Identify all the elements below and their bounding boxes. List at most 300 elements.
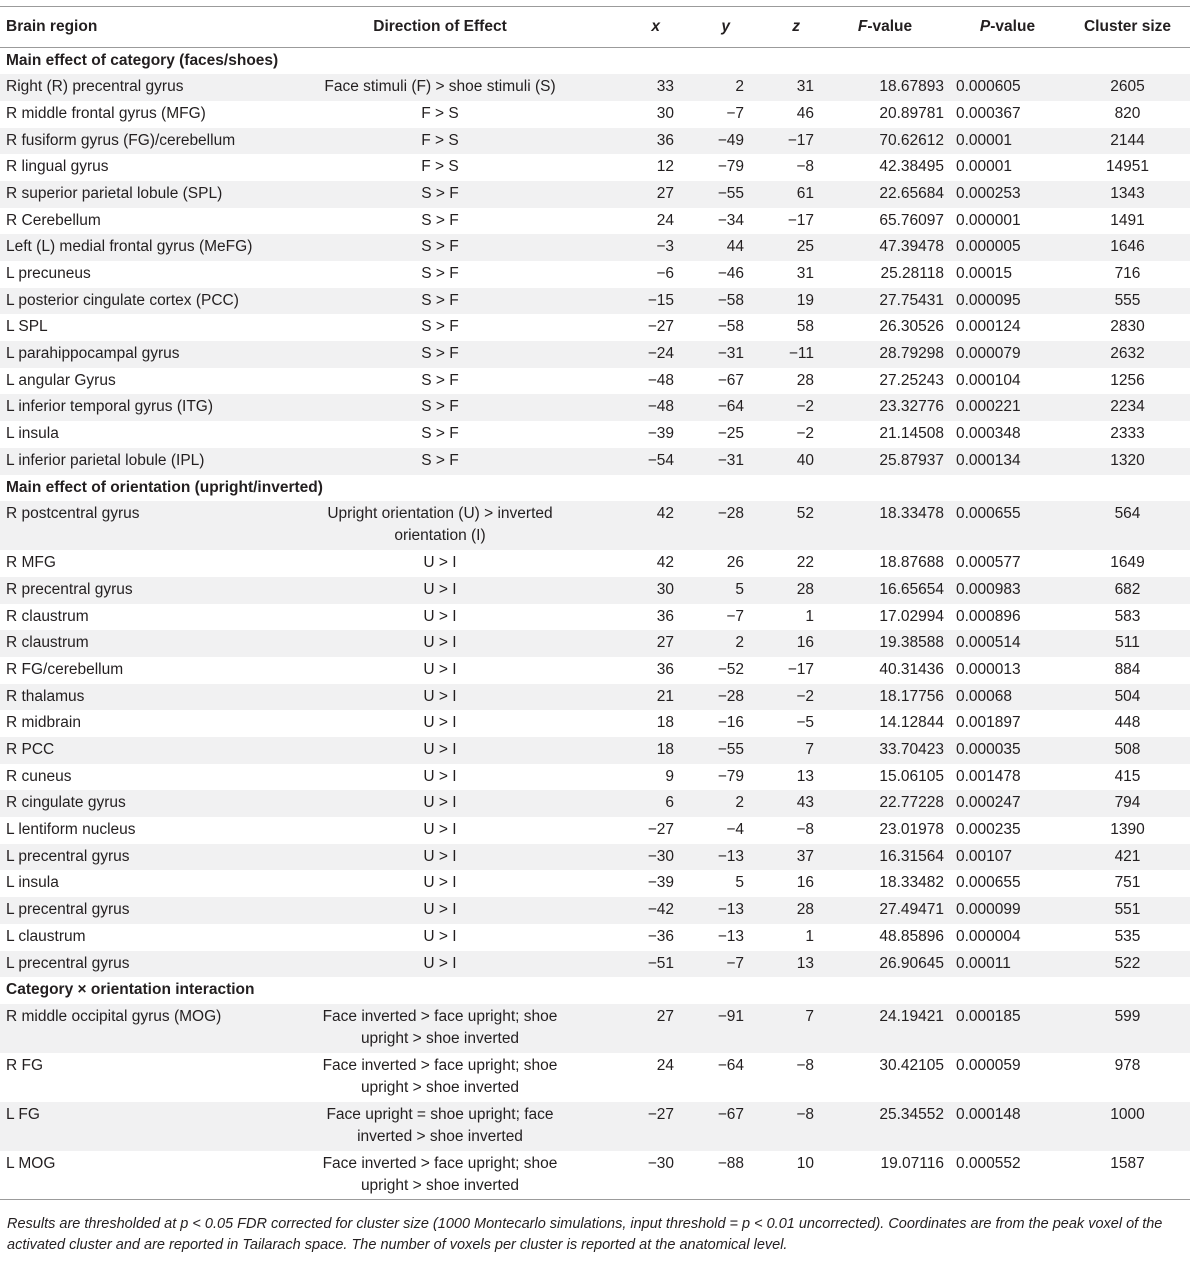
direction-cell (300, 1004, 580, 1053)
x-coord-cell: 12 (580, 154, 680, 181)
table-row (0, 550, 1190, 577)
brain-region-cell: L parahippocampal gyrus (0, 341, 300, 368)
brain-region-cell: R Cerebellum (0, 208, 300, 235)
cluster-size-cell: 2605 (1065, 74, 1190, 101)
f-value-cell: 47.39478 (820, 234, 950, 261)
f-value-cell: 26.30526 (820, 314, 950, 341)
table-row (0, 844, 1190, 871)
cluster-size-cell: 978 (1065, 1053, 1190, 1102)
table-row (0, 657, 1190, 684)
header-f-letter: F (857, 18, 868, 35)
direction-cell (300, 684, 580, 711)
f-value-cell: 27.49471 (820, 897, 950, 924)
z-coord-cell: 37 (750, 844, 820, 871)
x-coord-cell: −27 (580, 314, 680, 341)
table-row (0, 577, 1190, 604)
x-coord-cell: 24 (580, 1053, 680, 1102)
brain-region-cell: R precentral gyrus (0, 577, 300, 604)
brain-region-cell: L FG (0, 1102, 300, 1151)
direction-cell (300, 181, 580, 208)
direction-cell-text: S > F (421, 451, 459, 469)
cluster-size-cell: 2830 (1065, 314, 1190, 341)
p-value-cell: 0.00015 (950, 261, 1065, 288)
brain-region-cell: L SPL (0, 314, 300, 341)
z-coord-cell: 52 (750, 501, 820, 550)
z-coord-cell: 1 (750, 924, 820, 951)
z-coord-cell: −17 (750, 657, 820, 684)
z-coord-cell: 10 (750, 1151, 820, 1200)
f-value-cell: 21.14508 (820, 421, 950, 448)
x-coord-cell: 30 (580, 101, 680, 128)
table-footnote: Results are thresholded at p < 0.05 FDR corrected for cluster size (1000 Montecarlo simulations, input threshold = p < 0.01 uncorrected). Coordinates are from the peak voxel of the activated cluster and are reported in Tailarach space. The number of voxels per cluster is reported at the anatomical level. (7, 1216, 1163, 1253)
x-coord-cell: 36 (580, 657, 680, 684)
cluster-size-cell: 820 (1065, 101, 1190, 128)
direction-cell (300, 630, 580, 657)
direction-cell-text: S > F (421, 345, 459, 363)
direction-cell (300, 1053, 580, 1102)
z-coord-cell: −5 (750, 710, 820, 737)
p-value-cell: 0.000605 (950, 74, 1065, 101)
z-coord-cell: 31 (750, 261, 820, 288)
brain-region-cell: L insula (0, 870, 300, 897)
header-row (0, 7, 1190, 48)
table-row (0, 710, 1190, 737)
x-coord-cell: −39 (580, 421, 680, 448)
f-value-cell: 22.65684 (820, 181, 950, 208)
x-coord-cell: 18 (580, 737, 680, 764)
brain-region-cell: L insula (0, 421, 300, 448)
direction-cell (300, 764, 580, 791)
direction-cell-text: U > I (423, 767, 457, 785)
p-value-cell: 0.000221 (950, 394, 1065, 421)
results-table-body (0, 48, 1190, 1200)
z-coord-cell: 19 (750, 288, 820, 315)
cluster-size-cell: 682 (1065, 577, 1190, 604)
cluster-size-cell: 522 (1065, 951, 1190, 978)
direction-cell (300, 128, 580, 155)
direction-cell (300, 288, 580, 315)
y-coord-cell: 26 (680, 550, 750, 577)
brain-region-cell: L MOG (0, 1151, 300, 1200)
p-value-cell: 0.000235 (950, 817, 1065, 844)
y-coord-cell: −67 (680, 1102, 750, 1151)
direction-cell-text: U > I (423, 847, 457, 865)
x-coord-cell: 36 (580, 128, 680, 155)
y-coord-cell: −49 (680, 128, 750, 155)
p-value-cell: 0.001478 (950, 764, 1065, 791)
table-row (0, 181, 1190, 208)
p-value-cell: 0.000004 (950, 924, 1065, 951)
f-value-cell: 18.33482 (820, 870, 950, 897)
f-value-cell: 23.32776 (820, 394, 950, 421)
y-coord-cell: 2 (680, 630, 750, 657)
brain-region-cell: R middle frontal gyrus (MFG) (0, 101, 300, 128)
cluster-size-cell: 599 (1065, 1004, 1190, 1053)
z-coord-cell: 7 (750, 1004, 820, 1053)
x-coord-cell: −27 (580, 817, 680, 844)
f-value-cell: 27.75431 (820, 288, 950, 315)
direction-cell (300, 421, 580, 448)
header-z: z (750, 7, 820, 48)
direction-cell (300, 314, 580, 341)
y-coord-cell: −7 (680, 101, 750, 128)
x-coord-cell: 21 (580, 684, 680, 711)
y-coord-cell: −34 (680, 208, 750, 235)
x-coord-cell: 27 (580, 181, 680, 208)
cluster-size-cell: 1646 (1065, 234, 1190, 261)
cluster-size-cell: 2234 (1065, 394, 1190, 421)
p-value-cell: 0.000655 (950, 501, 1065, 550)
table-row (0, 1102, 1190, 1151)
y-coord-cell: −25 (680, 421, 750, 448)
cluster-size-cell: 1390 (1065, 817, 1190, 844)
p-value-cell: 0.00068 (950, 684, 1065, 711)
z-coord-cell: 46 (750, 101, 820, 128)
brain-region-cell: R FG (0, 1053, 300, 1102)
table-row (0, 737, 1190, 764)
direction-cell (300, 550, 580, 577)
y-coord-cell: 2 (680, 74, 750, 101)
p-value-cell: 0.000896 (950, 604, 1065, 631)
direction-cell (300, 448, 580, 475)
section-title: Main effect of category (faces/shoes) (0, 48, 1190, 75)
f-value-cell: 70.62612 (820, 128, 950, 155)
table-row (0, 924, 1190, 951)
p-value-cell: 0.000005 (950, 234, 1065, 261)
z-coord-cell: 13 (750, 764, 820, 791)
direction-cell-text: U > I (423, 927, 457, 945)
section-heading-row (0, 977, 1190, 1004)
header-brain-region: Brain region (0, 7, 300, 48)
p-value-cell: 0.000035 (950, 737, 1065, 764)
z-coord-cell: 40 (750, 448, 820, 475)
brain-region-cell: R lingual gyrus (0, 154, 300, 181)
cluster-size-cell: 2144 (1065, 128, 1190, 155)
table-row (0, 208, 1190, 235)
table-row (0, 368, 1190, 395)
direction-cell (300, 154, 580, 181)
x-coord-cell: −15 (580, 288, 680, 315)
brain-region-cell: L precentral gyrus (0, 951, 300, 978)
cluster-size-cell: 716 (1065, 261, 1190, 288)
x-coord-cell: −48 (580, 394, 680, 421)
cluster-size-cell: 504 (1065, 684, 1190, 711)
brain-region-cell: R midbrain (0, 710, 300, 737)
section-heading-row (0, 475, 1190, 502)
direction-cell (300, 74, 580, 101)
p-value-cell: 0.000148 (950, 1102, 1065, 1151)
y-coord-cell: −13 (680, 924, 750, 951)
y-coord-cell: 2 (680, 790, 750, 817)
table-row (0, 314, 1190, 341)
p-value-cell: 0.000348 (950, 421, 1065, 448)
table-row (0, 790, 1190, 817)
brain-region-cell: R MFG (0, 550, 300, 577)
direction-cell-text: S > F (421, 425, 459, 443)
direction-cell-text: F > S (421, 131, 459, 149)
header-direction: Direction of Effect (300, 7, 580, 48)
p-value-cell: 0.000247 (950, 790, 1065, 817)
header-p-suffix: -value (990, 18, 1036, 35)
direction-cell (300, 844, 580, 871)
header-p-letter: P (979, 18, 991, 35)
p-value-cell: 0.000099 (950, 897, 1065, 924)
cluster-size-cell: 1587 (1065, 1151, 1190, 1200)
p-value-cell: 0.000253 (950, 181, 1065, 208)
table-row (0, 764, 1190, 791)
p-value-cell: 0.000514 (950, 630, 1065, 657)
p-value-cell: 0.000124 (950, 314, 1065, 341)
brain-region-cell: R claustrum (0, 630, 300, 657)
direction-cell-text: S > F (421, 291, 459, 309)
f-value-cell: 48.85896 (820, 924, 950, 951)
cluster-size-cell: 508 (1065, 737, 1190, 764)
direction-cell-text: U > I (423, 954, 457, 972)
brain-region-cell: L precentral gyrus (0, 844, 300, 871)
p-value-cell: 0.00011 (950, 951, 1065, 978)
x-coord-cell: −3 (580, 234, 680, 261)
f-value-cell: 16.65654 (820, 577, 950, 604)
table-row (0, 817, 1190, 844)
direction-cell-text: U > I (423, 794, 457, 812)
x-coord-cell: 24 (580, 208, 680, 235)
table-row (0, 630, 1190, 657)
table-row (0, 1004, 1190, 1053)
cluster-size-cell: 535 (1065, 924, 1190, 951)
p-value-cell: 0.000134 (950, 448, 1065, 475)
y-coord-cell: −28 (680, 501, 750, 550)
z-coord-cell: −8 (750, 1102, 820, 1151)
brain-region-cell: R PCC (0, 737, 300, 764)
cluster-size-cell: 1256 (1065, 368, 1190, 395)
z-coord-cell: 25 (750, 234, 820, 261)
direction-cell-text: S > F (421, 184, 459, 202)
p-value-cell: 0.00107 (950, 844, 1065, 871)
f-value-cell: 40.31436 (820, 657, 950, 684)
z-coord-cell: 7 (750, 737, 820, 764)
z-coord-cell: 28 (750, 577, 820, 604)
p-value-cell: 0.000104 (950, 368, 1065, 395)
x-coord-cell: 27 (580, 630, 680, 657)
direction-cell (300, 577, 580, 604)
table-row (0, 234, 1190, 261)
y-coord-cell: −64 (680, 394, 750, 421)
header-x: x (580, 7, 680, 48)
x-coord-cell: −30 (580, 844, 680, 871)
direction-cell (300, 261, 580, 288)
cluster-size-cell: 1649 (1065, 550, 1190, 577)
cluster-size-cell: 421 (1065, 844, 1190, 871)
table-row (0, 448, 1190, 475)
x-coord-cell: −51 (580, 951, 680, 978)
brain-region-cell: L precentral gyrus (0, 897, 300, 924)
f-value-cell: 14.12844 (820, 710, 950, 737)
brain-region-cell: L precuneus (0, 261, 300, 288)
brain-region-cell: L inferior temporal gyrus (ITG) (0, 394, 300, 421)
cluster-size-cell: 1320 (1065, 448, 1190, 475)
direction-cell (300, 234, 580, 261)
f-value-cell: 15.06105 (820, 764, 950, 791)
brain-region-cell: R cingulate gyrus (0, 790, 300, 817)
cluster-size-cell: 551 (1065, 897, 1190, 924)
direction-cell (300, 870, 580, 897)
z-coord-cell: −8 (750, 817, 820, 844)
z-coord-cell: −2 (750, 394, 820, 421)
z-coord-cell: −8 (750, 154, 820, 181)
direction-cell (300, 101, 580, 128)
header-p-value (950, 7, 1065, 48)
direction-cell-text: S > F (421, 371, 459, 389)
direction-cell-text: U > I (423, 580, 457, 598)
cluster-size-cell: 564 (1065, 501, 1190, 550)
z-coord-cell: −2 (750, 421, 820, 448)
cluster-size-cell: 2632 (1065, 341, 1190, 368)
direction-cell-text: U > I (423, 821, 457, 839)
brain-region-cell: R fusiform gyrus (FG)/cerebellum (0, 128, 300, 155)
y-coord-cell: −13 (680, 844, 750, 871)
y-coord-cell: −28 (680, 684, 750, 711)
p-value-cell: 0.000059 (950, 1053, 1065, 1102)
table-row (0, 951, 1190, 978)
z-coord-cell: 31 (750, 74, 820, 101)
brain-region-cell: Left (L) medial frontal gyrus (MeFG) (0, 234, 300, 261)
table-row (0, 341, 1190, 368)
table-row (0, 261, 1190, 288)
f-value-cell: 18.87688 (820, 550, 950, 577)
x-coord-cell: 33 (580, 74, 680, 101)
z-coord-cell: −2 (750, 684, 820, 711)
y-coord-cell: −7 (680, 951, 750, 978)
direction-cell (300, 737, 580, 764)
brain-region-cell: L posterior cingulate cortex (PCC) (0, 288, 300, 315)
y-coord-cell: −52 (680, 657, 750, 684)
table-row (0, 897, 1190, 924)
table-row (0, 870, 1190, 897)
p-value-cell: 0.000367 (950, 101, 1065, 128)
y-coord-cell: −16 (680, 710, 750, 737)
brain-region-cell: R middle occipital gyrus (MOG) (0, 1004, 300, 1053)
f-value-cell: 26.90645 (820, 951, 950, 978)
f-value-cell: 25.34552 (820, 1102, 950, 1151)
p-value-cell: 0.000001 (950, 208, 1065, 235)
y-coord-cell: 44 (680, 234, 750, 261)
x-coord-cell: −6 (580, 261, 680, 288)
direction-cell (300, 897, 580, 924)
brain-region-cell: R claustrum (0, 604, 300, 631)
direction-cell-text: F > S (421, 104, 459, 122)
direction-cell-text: U > I (423, 901, 457, 919)
z-coord-cell: −11 (750, 341, 820, 368)
section-heading-row (0, 48, 1190, 75)
x-coord-cell: −48 (580, 368, 680, 395)
y-coord-cell: −58 (680, 314, 750, 341)
brain-region-cell: R FG/cerebellum (0, 657, 300, 684)
cluster-size-cell: 794 (1065, 790, 1190, 817)
cluster-size-cell: 583 (1065, 604, 1190, 631)
cluster-size-cell: 1343 (1065, 181, 1190, 208)
cluster-size-cell: 14951 (1065, 154, 1190, 181)
direction-cell-text: U > I (423, 607, 457, 625)
brain-region-cell: Right (R) precentral gyrus (0, 74, 300, 101)
x-coord-cell: −36 (580, 924, 680, 951)
f-value-cell: 17.02994 (820, 604, 950, 631)
direction-cell-text: F > S (421, 158, 459, 176)
table-row (0, 101, 1190, 128)
y-coord-cell: −46 (680, 261, 750, 288)
direction-cell (300, 1102, 580, 1151)
p-value-cell: 0.000079 (950, 341, 1065, 368)
y-coord-cell: −88 (680, 1151, 750, 1200)
direction-cell-text: U > I (423, 874, 457, 892)
f-value-cell: 42.38495 (820, 154, 950, 181)
table-row (0, 421, 1190, 448)
direction-cell-text: U > I (423, 741, 457, 758)
table-row (0, 154, 1190, 181)
z-coord-cell: −8 (750, 1053, 820, 1102)
f-value-cell: 18.17756 (820, 684, 950, 711)
direction-cell (300, 604, 580, 631)
cluster-size-cell: 884 (1065, 657, 1190, 684)
y-coord-cell: −31 (680, 448, 750, 475)
f-value-cell: 22.77228 (820, 790, 950, 817)
z-coord-cell: 28 (750, 368, 820, 395)
cluster-size-cell: 751 (1065, 870, 1190, 897)
f-value-cell: 19.07116 (820, 1151, 950, 1200)
cluster-size-cell: 448 (1065, 710, 1190, 737)
results-table (0, 6, 1190, 1200)
cluster-size-cell: 2333 (1065, 421, 1190, 448)
p-value-cell: 0.000552 (950, 1151, 1065, 1200)
direction-cell (300, 501, 580, 550)
y-coord-cell: −79 (680, 154, 750, 181)
cluster-size-cell: 1000 (1065, 1102, 1190, 1151)
f-value-cell: 23.01978 (820, 817, 950, 844)
p-value-cell: 0.000655 (950, 870, 1065, 897)
direction-cell (300, 817, 580, 844)
z-coord-cell: 43 (750, 790, 820, 817)
y-coord-cell: −7 (680, 604, 750, 631)
p-value-cell: 0.000983 (950, 577, 1065, 604)
direction-cell-text: Face inverted > face upright; shoe upright > shoe inverted (322, 1154, 558, 1194)
direction-cell-text: U > I (423, 634, 457, 652)
direction-cell (300, 657, 580, 684)
y-coord-cell: −4 (680, 817, 750, 844)
header-f-value (820, 7, 950, 48)
y-coord-cell: −55 (680, 181, 750, 208)
direction-cell-text: Face upright = shoe upright; face inverted > shoe inverted (326, 1105, 554, 1145)
table-row (0, 501, 1190, 550)
direction-cell (300, 368, 580, 395)
table-row (0, 128, 1190, 155)
brain-region-cell: R postcentral gyrus (0, 501, 300, 550)
direction-cell-text: Face inverted > face upright; shoe upright > shoe inverted (322, 1056, 558, 1096)
z-coord-cell: 61 (750, 181, 820, 208)
direction-cell-text: S > F (421, 265, 459, 282)
p-value-cell: 0.000577 (950, 550, 1065, 577)
direction-cell-text: Face inverted > face upright; shoe upright > shoe inverted (322, 1007, 558, 1047)
z-coord-cell: 1 (750, 604, 820, 631)
z-coord-cell: 28 (750, 897, 820, 924)
table-row (0, 604, 1190, 631)
z-coord-cell: 58 (750, 314, 820, 341)
direction-cell-text: U > I (423, 714, 457, 732)
f-value-cell: 18.33478 (820, 501, 950, 550)
z-coord-cell: 16 (750, 630, 820, 657)
table-row (0, 394, 1190, 421)
p-value-cell: 0.00001 (950, 128, 1065, 155)
section-title: Main effect of orientation (upright/inverted) (0, 475, 1190, 502)
f-value-cell: 24.19421 (820, 1004, 950, 1053)
